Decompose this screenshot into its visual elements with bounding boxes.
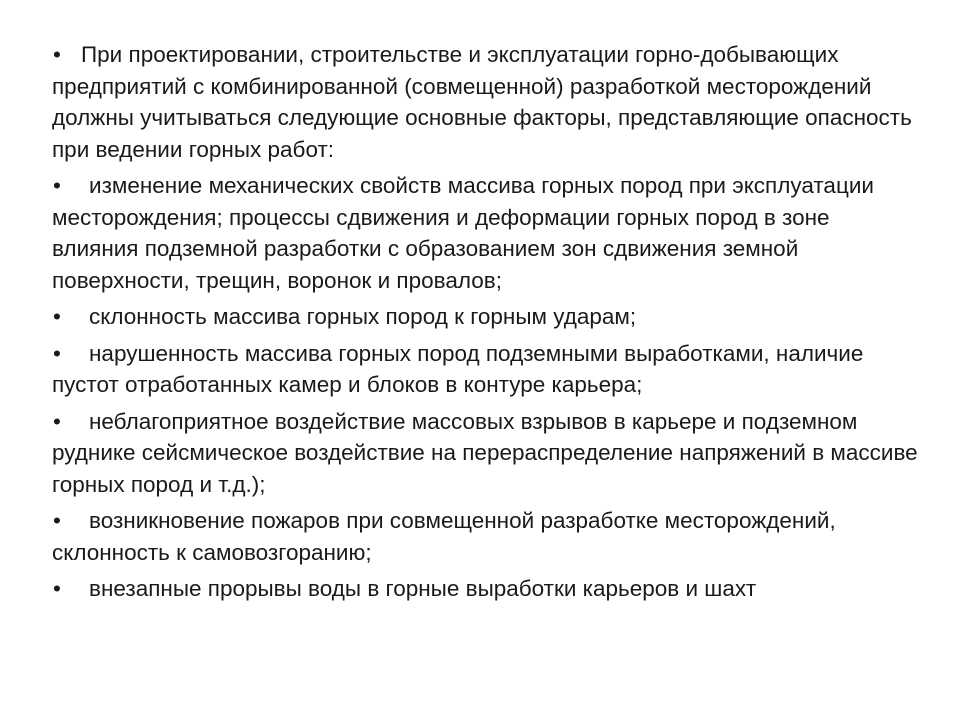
list-item bbox=[52, 338, 922, 401]
list-item-text: неблагоприятное воздействие массовых взрывов в карьере и подземном руднике сейсмическое воздействие на перераспределение напряжений в массиве горных пород и т.д.); bbox=[52, 408, 918, 497]
list-item-text: изменение механических свойств массива горных пород при эксплуатации месторождения; процессы сдвижения и деформации горных пород в зоне влияния подземной разработки с образованием зон сдвижения земной поверхности, трещин, воронок и провалов; bbox=[52, 173, 874, 293]
bullet-marker: • bbox=[53, 42, 61, 67]
bullet-marker: • bbox=[53, 173, 61, 198]
list-item bbox=[52, 170, 922, 296]
list-item-text: нарушенность массива горных пород подземными выработками, наличие пустот отработанных камер и блоков в контуре карьера; bbox=[52, 340, 864, 397]
bullet-marker: • bbox=[53, 340, 61, 366]
bullet-marker: • bbox=[53, 304, 61, 329]
list-item-text: склонность массива горных пород к горным ударам; bbox=[89, 304, 637, 329]
list-item bbox=[52, 301, 922, 333]
list-item-intro bbox=[52, 39, 922, 165]
list-item bbox=[52, 505, 922, 568]
list-item bbox=[52, 573, 922, 605]
list-item-text: возникновение пожаров при совмещенной разработке месторождений, склонность к самовозгоранию; bbox=[52, 508, 836, 565]
bullet-list bbox=[52, 39, 922, 610]
bullet-marker: • bbox=[53, 576, 61, 601]
list-item-text: При проектировании, строительстве и эксплуатации горно-добывающих предприятий с комбинированной (совмещенной) разработкой месторождений должны учитываться следующие основные факторы, представляющие опасность при ведении горных работ: bbox=[52, 42, 912, 162]
bullet-marker: • bbox=[53, 508, 61, 533]
list-item-text: внезапные прорывы воды в горные выработки карьеров и шахт bbox=[89, 576, 757, 601]
bullet-marker: • bbox=[53, 408, 61, 434]
list-item bbox=[52, 406, 922, 501]
